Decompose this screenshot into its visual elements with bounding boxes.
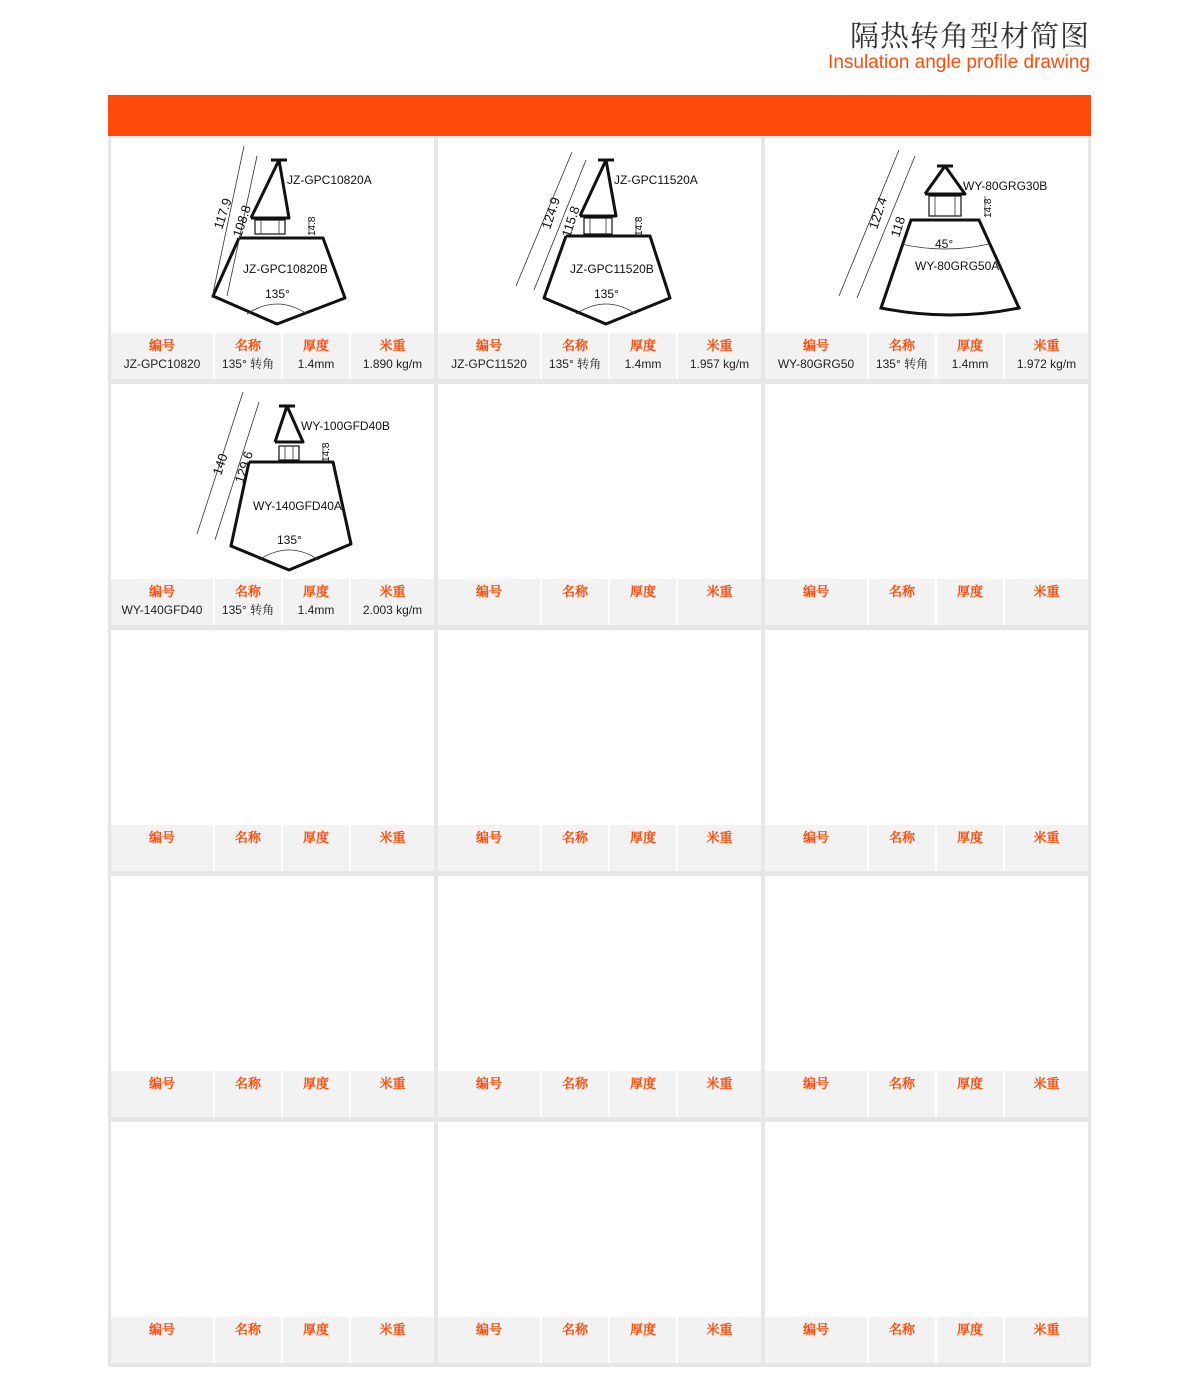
profile-grid bbox=[108, 136, 1091, 1367]
spec-value-code: JZ-GPC10820 bbox=[123, 357, 201, 371]
profile-card bbox=[111, 876, 434, 1117]
profile-card bbox=[438, 384, 761, 625]
spec-table bbox=[438, 825, 761, 871]
bottom-profile-label: JZ-GPC10820B bbox=[243, 262, 328, 276]
spec-value-weight: 1.890 kg/m bbox=[362, 357, 423, 371]
spec-column-thickness bbox=[283, 825, 351, 871]
profile-card bbox=[111, 1122, 434, 1363]
profile-card bbox=[438, 630, 761, 871]
top-profile bbox=[925, 166, 965, 194]
spec-header-thickness: 厚度 bbox=[629, 339, 656, 354]
profile-drawing bbox=[111, 876, 434, 1071]
profile-drawing bbox=[765, 384, 1088, 579]
profile-card bbox=[765, 630, 1088, 871]
spec-column-weight bbox=[1005, 579, 1088, 625]
spec-column-thickness bbox=[937, 333, 1005, 379]
spec-table bbox=[765, 579, 1088, 625]
spec-column-weight bbox=[678, 579, 761, 625]
profile-drawing bbox=[111, 384, 434, 579]
spec-header-weight: 米重 bbox=[706, 585, 733, 600]
spec-header-weight: 米重 bbox=[379, 1077, 406, 1092]
spec-value-weight: 2.003 kg/m bbox=[362, 603, 423, 617]
profile-card bbox=[765, 138, 1088, 379]
spec-table bbox=[111, 1317, 434, 1363]
dimension-inner: 118 bbox=[887, 214, 909, 239]
spec-header-thickness: 厚度 bbox=[629, 1323, 656, 1338]
spec-column-code bbox=[438, 1317, 542, 1363]
spec-column-thickness bbox=[610, 579, 678, 625]
spec-value-name: 135° 转角 bbox=[875, 357, 929, 371]
spec-header-thickness: 厚度 bbox=[302, 585, 329, 600]
spec-column-thickness bbox=[937, 579, 1005, 625]
profile-card bbox=[765, 876, 1088, 1117]
spec-column-weight bbox=[351, 333, 434, 379]
spec-column-weight bbox=[351, 1071, 434, 1117]
spec-table bbox=[111, 333, 434, 379]
spec-column-name bbox=[542, 1071, 610, 1117]
profile-drawing bbox=[765, 630, 1088, 825]
profile-drawing bbox=[765, 138, 1088, 333]
bottom-profile-label: WY-80GRG50A bbox=[915, 259, 1000, 273]
spec-header-code: 编号 bbox=[148, 1323, 175, 1338]
spec-value-name: 135° 转角 bbox=[221, 603, 275, 617]
spec-header-weight: 米重 bbox=[379, 585, 406, 600]
spec-header-thickness: 厚度 bbox=[956, 1323, 983, 1338]
spec-table bbox=[765, 333, 1088, 379]
profile-card bbox=[765, 384, 1088, 625]
profile-drawing bbox=[765, 876, 1088, 1071]
spec-column-name bbox=[869, 579, 937, 625]
spec-column-code bbox=[438, 579, 542, 625]
spec-column-thickness bbox=[610, 825, 678, 871]
spec-column-name bbox=[215, 1317, 283, 1363]
spec-header-code: 编号 bbox=[802, 1077, 829, 1092]
dimension-inner: 108.8 bbox=[229, 203, 254, 239]
spec-header-weight: 米重 bbox=[379, 1323, 406, 1338]
spec-column-weight bbox=[678, 1317, 761, 1363]
profile-card bbox=[111, 630, 434, 871]
spec-column-code bbox=[438, 825, 542, 871]
spec-value-thickness: 1.4mm bbox=[951, 357, 989, 371]
spec-column-thickness bbox=[937, 825, 1005, 871]
profile-card bbox=[111, 138, 434, 379]
spec-header-thickness: 厚度 bbox=[956, 831, 983, 846]
top-profile bbox=[275, 406, 303, 442]
spec-header-name: 名称 bbox=[561, 1077, 588, 1092]
spec-header-code: 编号 bbox=[475, 1077, 502, 1092]
spec-column-code bbox=[111, 579, 215, 625]
spec-column-name bbox=[869, 1071, 937, 1117]
spec-column-name bbox=[215, 825, 283, 871]
spec-column-thickness bbox=[937, 1317, 1005, 1363]
spec-header-name: 名称 bbox=[234, 831, 261, 846]
spec-header-thickness: 厚度 bbox=[302, 339, 329, 354]
spec-table bbox=[111, 579, 434, 625]
profile-card bbox=[438, 876, 761, 1117]
spec-header-name: 名称 bbox=[888, 831, 915, 846]
angle-arc bbox=[259, 550, 319, 560]
spec-header-code: 编号 bbox=[148, 339, 175, 354]
spec-header-thickness: 厚度 bbox=[302, 1323, 329, 1338]
spec-value-code: WY-140GFD40 bbox=[121, 603, 203, 617]
spec-header-code: 编号 bbox=[802, 339, 829, 354]
profile-svg bbox=[111, 138, 434, 333]
dimension-gap: 14.8 bbox=[983, 198, 994, 218]
spec-value-name: 135° 转角 bbox=[221, 357, 275, 371]
page-title-cn: 隔热转角型材简图 bbox=[849, 19, 1090, 53]
spec-header-weight: 米重 bbox=[379, 831, 406, 846]
spec-header-code: 编号 bbox=[802, 831, 829, 846]
spec-header-name: 名称 bbox=[234, 1323, 261, 1338]
spec-column-code bbox=[765, 1071, 869, 1117]
spec-header-code: 编号 bbox=[148, 1077, 175, 1092]
spec-column-weight bbox=[1005, 1071, 1088, 1117]
spec-column-weight bbox=[351, 1317, 434, 1363]
spec-column-name bbox=[542, 333, 610, 379]
bottom-profile-label: JZ-GPC11520B bbox=[570, 262, 654, 276]
spec-header-weight: 米重 bbox=[706, 1323, 733, 1338]
spec-table bbox=[765, 825, 1088, 871]
profile-card bbox=[438, 1122, 761, 1363]
insulation-strip bbox=[929, 196, 961, 216]
profile-svg bbox=[111, 384, 434, 579]
dimension-gap: 14.8 bbox=[321, 442, 332, 462]
spec-column-name bbox=[215, 1071, 283, 1117]
spec-column-weight bbox=[1005, 333, 1088, 379]
spec-column-weight bbox=[1005, 825, 1088, 871]
bottom-profile bbox=[544, 236, 670, 324]
bottom-profile bbox=[231, 462, 351, 570]
spec-column-name bbox=[215, 579, 283, 625]
profile-card bbox=[438, 138, 761, 379]
profile-drawing bbox=[438, 138, 761, 333]
dimension-outer: 124.9 bbox=[538, 195, 563, 231]
spec-column-weight bbox=[1005, 1317, 1088, 1363]
spec-header-weight: 米重 bbox=[1033, 831, 1060, 846]
spec-table bbox=[111, 1071, 434, 1117]
bottom-profile-label: WY-140GFD40A bbox=[253, 499, 342, 513]
spec-column-code bbox=[765, 1317, 869, 1363]
dimension-gap: 14.8 bbox=[307, 216, 318, 236]
dimension-outer: 140 bbox=[209, 451, 231, 477]
spec-header-name: 名称 bbox=[561, 831, 588, 846]
spec-column-code bbox=[111, 825, 215, 871]
spec-header-weight: 米重 bbox=[1033, 339, 1060, 354]
angle-label: 45° bbox=[935, 237, 954, 251]
spec-header-weight: 米重 bbox=[1033, 1323, 1060, 1338]
spec-column-weight bbox=[678, 825, 761, 871]
angle-arc bbox=[247, 304, 307, 314]
spec-column-thickness bbox=[610, 333, 678, 379]
spec-column-thickness bbox=[283, 1071, 351, 1117]
angle-arc bbox=[576, 304, 636, 314]
spec-column-code bbox=[438, 333, 542, 379]
spec-column-code bbox=[765, 579, 869, 625]
dimension-inner: 115.8 bbox=[558, 204, 583, 239]
profile-card bbox=[111, 384, 434, 625]
spec-header-code: 编号 bbox=[475, 585, 502, 600]
spec-value-code: WY-80GRG50 bbox=[777, 357, 855, 371]
spec-column-name bbox=[869, 333, 937, 379]
page-title-en: Insulation angle profile drawing bbox=[828, 52, 1090, 73]
spec-header-name: 名称 bbox=[561, 339, 588, 354]
spec-value-weight: 1.972 kg/m bbox=[1016, 357, 1077, 371]
spec-header-code: 编号 bbox=[475, 1323, 502, 1338]
dimension-outer: 122.4 bbox=[865, 195, 890, 231]
spec-table bbox=[438, 579, 761, 625]
angle-label: 135° bbox=[277, 533, 302, 547]
spec-header-name: 名称 bbox=[888, 1077, 915, 1092]
spec-header-code: 编号 bbox=[802, 585, 829, 600]
dimension-outer: 117.9 bbox=[210, 196, 235, 231]
spec-value-thickness: 1.4mm bbox=[624, 357, 662, 371]
spec-table bbox=[438, 1071, 761, 1117]
bottom-profile bbox=[213, 238, 345, 324]
spec-column-thickness bbox=[283, 579, 351, 625]
insulation-strip bbox=[255, 220, 285, 234]
profile-drawing bbox=[765, 1122, 1088, 1317]
spec-column-code bbox=[438, 1071, 542, 1117]
spec-column-weight bbox=[351, 825, 434, 871]
header-accent-bar bbox=[108, 95, 1091, 136]
spec-header-name: 名称 bbox=[888, 1323, 915, 1338]
spec-header-code: 编号 bbox=[475, 339, 502, 354]
spec-column-weight bbox=[678, 1071, 761, 1117]
spec-header-thickness: 厚度 bbox=[302, 1077, 329, 1092]
dimension-inner: 129.6 bbox=[231, 449, 256, 485]
top-profile bbox=[251, 160, 289, 218]
top-profile bbox=[580, 160, 616, 216]
profile-card bbox=[765, 1122, 1088, 1363]
insulation-strip bbox=[584, 218, 612, 234]
profile-drawing bbox=[438, 876, 761, 1071]
top-profile-label: WY-80GRG30B bbox=[963, 179, 1048, 193]
top-profile-label: JZ-GPC10820A bbox=[287, 173, 372, 187]
spec-column-name bbox=[215, 333, 283, 379]
spec-column-code bbox=[765, 333, 869, 379]
spec-header-code: 编号 bbox=[148, 585, 175, 600]
angle-label: 135° bbox=[265, 287, 290, 301]
profile-svg bbox=[765, 138, 1088, 333]
spec-column-weight bbox=[351, 579, 434, 625]
spec-header-name: 名称 bbox=[234, 1077, 261, 1092]
spec-header-name: 名称 bbox=[561, 585, 588, 600]
profile-drawing bbox=[111, 138, 434, 333]
spec-header-thickness: 厚度 bbox=[956, 585, 983, 600]
spec-column-code bbox=[765, 825, 869, 871]
insulation-strip bbox=[279, 446, 299, 460]
top-profile-label: WY-100GFD40B bbox=[301, 419, 390, 433]
profile-drawing bbox=[438, 1122, 761, 1317]
spec-column-name bbox=[542, 1317, 610, 1363]
spec-header-name: 名称 bbox=[234, 585, 261, 600]
spec-header-thickness: 厚度 bbox=[956, 339, 983, 354]
spec-column-name bbox=[869, 1317, 937, 1363]
spec-column-name bbox=[542, 579, 610, 625]
spec-value-name: 135° 转角 bbox=[548, 357, 602, 371]
spec-value-weight: 1.957 kg/m bbox=[689, 357, 750, 371]
spec-header-thickness: 厚度 bbox=[629, 1077, 656, 1092]
spec-column-name bbox=[542, 825, 610, 871]
spec-header-name: 名称 bbox=[888, 339, 915, 354]
profile-drawing bbox=[438, 630, 761, 825]
spec-table bbox=[765, 1317, 1088, 1363]
spec-value-code: JZ-GPC11520 bbox=[451, 357, 527, 371]
profile-drawing bbox=[111, 1122, 434, 1317]
spec-column-thickness bbox=[283, 333, 351, 379]
spec-header-name: 名称 bbox=[561, 1323, 588, 1338]
spec-column-code bbox=[111, 1317, 215, 1363]
spec-header-thickness: 厚度 bbox=[629, 585, 656, 600]
spec-header-weight: 米重 bbox=[1033, 1077, 1060, 1092]
profile-svg bbox=[438, 138, 761, 333]
spec-header-thickness: 厚度 bbox=[956, 1077, 983, 1092]
spec-column-thickness bbox=[937, 1071, 1005, 1117]
spec-header-code: 编号 bbox=[148, 831, 175, 846]
spec-header-name: 名称 bbox=[234, 339, 261, 354]
spec-table bbox=[765, 1071, 1088, 1117]
spec-column-thickness bbox=[610, 1071, 678, 1117]
spec-header-code: 编号 bbox=[475, 831, 502, 846]
spec-column-weight bbox=[678, 333, 761, 379]
profile-drawing bbox=[111, 630, 434, 825]
spec-table bbox=[111, 825, 434, 871]
spec-header-weight: 米重 bbox=[706, 831, 733, 846]
spec-header-weight: 米重 bbox=[706, 1077, 733, 1092]
spec-value-thickness: 1.4mm bbox=[297, 357, 335, 371]
angle-label: 135° bbox=[594, 287, 619, 301]
spec-column-name bbox=[869, 825, 937, 871]
spec-column-thickness bbox=[283, 1317, 351, 1363]
spec-header-thickness: 厚度 bbox=[302, 831, 329, 846]
spec-header-weight: 米重 bbox=[1033, 585, 1060, 600]
spec-column-thickness bbox=[610, 1317, 678, 1363]
spec-column-code bbox=[111, 333, 215, 379]
spec-header-weight: 米重 bbox=[379, 339, 406, 354]
spec-header-thickness: 厚度 bbox=[629, 831, 656, 846]
spec-table bbox=[438, 333, 761, 379]
spec-header-code: 编号 bbox=[802, 1323, 829, 1338]
spec-column-code bbox=[111, 1071, 215, 1117]
top-profile-label: JZ-GPC11520A bbox=[614, 173, 698, 187]
spec-table bbox=[438, 1317, 761, 1363]
spec-header-name: 名称 bbox=[888, 585, 915, 600]
dimension-gap: 14.8 bbox=[634, 216, 645, 236]
spec-value-thickness: 1.4mm bbox=[297, 603, 335, 617]
profile-drawing bbox=[438, 384, 761, 579]
spec-header-weight: 米重 bbox=[706, 339, 733, 354]
